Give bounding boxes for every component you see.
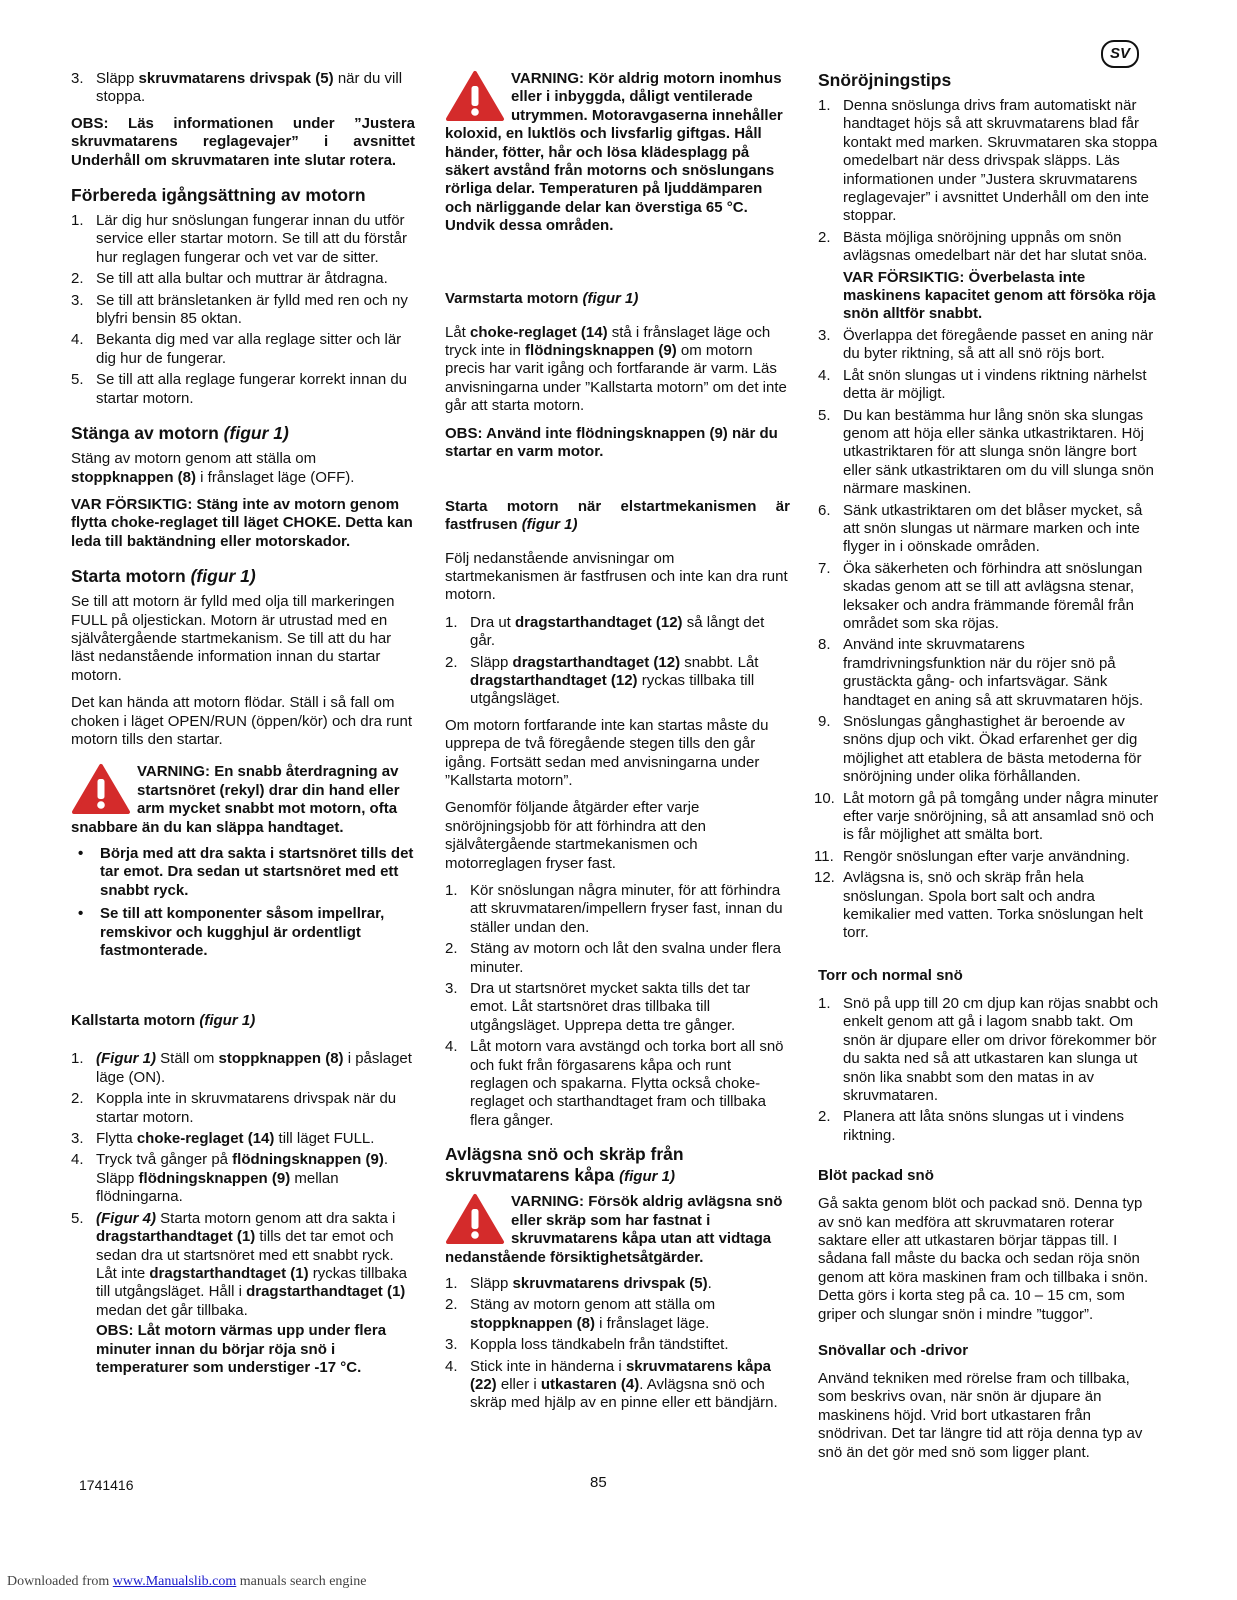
list-item: 4. Stick inte in händerna i skruvmatarens kåpa (22) eller i utkastaren (4). Avlägsna snö och skräp med hjälp av en pinne eller ett bändjärn. <box>445 1357 778 1412</box>
warning-triangle-icon <box>445 70 505 122</box>
obs-note: OBS: Använd inte flödningsknappen (9) när du startar en varm motor. <box>445 424 778 461</box>
paragraph: Stäng av motorn genom att ställa om stoppknappen (8) i frånslaget läge (OFF). <box>71 450 355 486</box>
subsection-heading: Snövallar och -drivor <box>818 1341 969 1359</box>
list-item: 4. Tryck två gånger på flödningsknappen (9). Släpp flödningsknappen (9) mellan flödningarna. <box>71 1151 389 1206</box>
list-item: 6. Sänk utkastriktaren om det blåser mycket, så att snön slungas ut närmare marken och inte flyger in i oönskade områden. <box>818 501 1143 556</box>
obs-note: OBS: Låt motorn värmas upp under flera minuter innan du börjar röja snö i temperaturer som understiger -17 °C. <box>96 1322 387 1376</box>
list-item: 1. Kör snöslungan några minuter, för att förhindra att skruvmataren/impellern fryser fast, innan du ställer undan den. <box>445 882 783 936</box>
warning-block: VARNING: Kör aldrig motorn inomhus eller i inbyggda, dåligt ventilerade utrymmen. Motoravgaserna innehåller koloxid, en luktlös och livsfarlig giftgas. Håll händer, fötter, hår och lösa klädesplagg på säkert avstånd från motorns och snöslungans rörliga delar. Temperaturen på ljuddämparen och närliggande delar kan överstiga 65 °C. Undvik dessa områden. <box>445 70 783 235</box>
manualslib-link[interactable]: www.Manualslib.com <box>112 1574 237 1589</box>
warning-triangle-icon <box>71 763 131 815</box>
section-heading: Förbereda igångsättning av motorn <box>71 185 366 206</box>
subsection-heading: Varmstarta motorn (figur 1) <box>445 289 639 307</box>
list-item: 1. Lär dig hur snöslungan fungerar innan du utför service eller startar motorn. Se till att du förstår hur reglagen fungerar och vet var de sitter. <box>71 212 407 266</box>
list-item: 1. Denna snöslunga drivs fram automatiskt när handtaget höjs så att skruvmatarens blad får kontakt med marken. Skruvmataren ska stoppa omedelbart när dess drivspak släpps. Läs informationen under ”Justera skruvmatarens reglagevajer” i avsnittet Underhåll om den inte stoppar. <box>818 97 1158 225</box>
paragraph: Gå sakta genom blöt och packad snö. Denna typ av snö kan medföra att skruvmataren roterar saktare eller att utkastaren börjar täppas till. I sådana fall måste du backa och sedan röja snön genom att köra maskinen fram och tillbaka i snön. Detta görs i korta steg på ca. 10 – 15 cm, som griper och slungar snön i mindre ”tuggor”. <box>818 1195 1149 1323</box>
document-number: 1741416 <box>79 1477 134 1493</box>
clear-debris-list <box>445 1275 790 1413</box>
list-item: 3. Flytta choke-reglaget (14) till läget FULL. <box>71 1130 375 1148</box>
warning-triangle-icon <box>445 1193 505 1245</box>
warning-bullets <box>71 845 415 960</box>
list-item: 3. Dra ut startsnöret mycket sakta tills det tar emot. Låt startsnöret dras tillbaka till utgångsläget. Upprepa detta tre gånger. <box>445 980 751 1034</box>
after-use-list <box>445 882 790 1130</box>
list-item: 2. Se till att alla bultar och muttrar är åtdragna. <box>71 270 388 288</box>
tips-list <box>818 97 1162 266</box>
list-item: • Se till att komponenter såsom impellrar, remskivor och kugghjul är ordentligt fastmonterade. <box>78 905 385 960</box>
list-item: 8. Använd inte skruvmatarens framdrivningsfunktion när du röjer snö på grustäckta gång- och infartsvägar. Sänk handtaget en aning så att skruvmataren höjs. <box>818 636 1144 709</box>
list-item: 5. (Figur 4) Starta motorn genom att dra sakta i dragstarthandtaget (1) tills det tar emot och sedan dra ut startsnöret med ett snabbt ryck. Låt inte dragstarthandtaget (1) ryckas tillbaka till utgångsläget. Håll i dragstarthandtaget (1) medan det går tillbaka. <box>71 1209 407 1319</box>
list-item: 2. Bästa möjliga snöröjning uppnås om snön avlägsnas omedelbart när det har slutat snöa. <box>818 228 1148 265</box>
paragraph: Använd tekniken med rörelse fram och tillbaka, som beskrivs ovan, när snön är djupare än maskinens höjd. Vrid bort utkastaren från snödrivan. Det tar längre tid att röja denna typ av snö än det gör med snö som ligger plant. <box>818 1369 1143 1461</box>
list-item: 11. Rengör snöslungan efter varje användning. <box>814 847 1130 865</box>
list-item: • Börja med att dra sakta i startsnöret tills det tar emot. Dra sedan ut startsnöret med ett snabbt ryck. <box>78 845 414 899</box>
paragraph: Genomför följande åtgärder efter varje snöröjningsjobb för att förhindra att den självåtergående startmekanismen och motorreglagen fryser fast. <box>445 799 706 872</box>
list-item: 10. Låt motorn gå på tomgång under några minuter efter varje snöröjning, så att ansamlad snö och is får möjlighet att smälta bort. <box>814 789 1159 844</box>
list-item: 1. (Figur 1) Ställ om stoppknappen (8) i påslaget läge (ON). <box>71 1050 412 1086</box>
column-2 <box>445 70 790 1421</box>
obs-note: OBS: Läs informationen under ”Justera skruvmatarens reglagevajer” i avsnittet Underhåll om skruvmataren inte slutar rotera. <box>71 114 415 169</box>
list-item: 3. Se till att bränsletanken är fylld med ren och ny blyfri bensin 85 oktan. <box>71 291 408 328</box>
list-item: 9. Snöslungas gånghastighet är beroende av snöns djup och vikt. Ökad erfarenhet ger dig möjlighet att etablera de bästa metoderna för snöröjning under olika förhållanden. <box>818 713 1142 786</box>
list-item: 7. Öka säkerheten och förhindra att snöslungan skadas genom att se till att avlägsna stenar, leksaker och andra främmande föremål från området som ska röjas. <box>818 559 1143 632</box>
subsection-heading: Torr och normal snö <box>818 966 963 984</box>
list-item: 3. Koppla loss tändkabeln från tändstiftet. <box>445 1336 729 1354</box>
subsection-heading: Starta motorn när elstartmekanismen är fastfrusen (figur 1) <box>445 497 790 533</box>
prepare-list <box>71 212 415 408</box>
list-item: 2. Stäng av motorn genom att ställa om stoppknappen (8) i frånslaget läge. <box>445 1296 716 1332</box>
subsection-heading: Blöt packad snö <box>818 1167 934 1185</box>
paragraph: Om motorn fortfarande inte kan startas måste du upprepa de två föregående stegen tills den går igång. Fortsätt sedan med anvisningarna under ”Kallstarta motorn”. <box>445 716 769 789</box>
section-heading: Stänga av motorn (figur 1) <box>71 423 289 444</box>
download-footer: Downloaded from www.Manualslib.com manuals search engine <box>7 1574 367 1589</box>
paragraph: Se till att motorn är fylld med olja till markeringen FULL på oljestickan. Motorn är utrustad med en självåtergående startmekanism. Se till att du har läst nedanstående information innan du startar motorn. <box>71 593 395 684</box>
page-number: 85 <box>590 1474 607 1491</box>
caution-note: VAR FÖRSIKTIG: Stäng inte av motorn genom flytta choke-reglaget till läget CHOKE. Detta kan leda till baktändning eller motorskador. <box>71 495 413 550</box>
dry-snow-list <box>818 995 1162 1145</box>
tips-list-continued <box>814 326 1162 943</box>
cold-start-list <box>71 1050 415 1320</box>
list-item: 2. Stäng av motorn och låt den svalna under flera minuter. <box>445 940 782 976</box>
list-item: 2. Släpp dragstarthandtaget (12) snabbt. Låt dragstarthandtaget (12) ryckas tillbaka till utgångsläget. <box>445 653 759 708</box>
list-item: 5. Se till att alla reglage fungerar korrekt innan du startar motorn. <box>71 371 408 407</box>
frozen-start-list <box>445 614 790 709</box>
list-item: 1. Släpp skruvmatarens drivspak (5). <box>445 1274 712 1292</box>
list-item: 4. Låt snön slungas ut i vindens riktning närhelst detta är möjligt. <box>818 366 1147 403</box>
paragraph: Låt choke-reglaget (14) stå i frånslaget läge och tryck inte in flödningsknappen (9) om motorn precis har varit igång och fortfarande är varm. Läs anvisningarna under ”Kallstarta motorn” om det inte går att starta motorn. <box>445 323 787 415</box>
paragraph: Det kan hända att motorn flödar. Ställ i så fall om choken i läget OPEN/RUN (öppen/kör) och dra runt motorn tills den startar. <box>71 694 412 748</box>
section-heading: Snöröjningstips <box>818 70 952 90</box>
stop-list <box>71 70 415 107</box>
caution-note: VAR FÖRSIKTIG: Överbelasta inte maskinens kapacitet genom att försöka röja snön alltför snabbt. <box>843 268 1156 323</box>
list-item: 4. Bekanta dig med var alla reglage sitter och lär dig hur de fungerar. <box>71 331 402 367</box>
list-item: 1. Snö på upp till 20 cm djup kan röjas snabbt och enkelt genom att gå i lagom snabb takt. Om snön är djupare eller om drivor förekommer bör du sakta ned så att utkastaren kan slunga ut snön lika snabbt som den matas in av skruvmataren. <box>818 994 1159 1104</box>
subsection-heading: Kallstarta motorn (figur 1) <box>71 1012 256 1030</box>
list-item: 1. Dra ut dragstarthandtaget (12) så långt det går. <box>445 613 765 650</box>
section-heading: Avlägsna snö och skräp från skruvmatarens kåpa (figur 1) <box>445 1144 684 1186</box>
list-item: 3. Överlappa det föregående passet en aning när du byter riktning, så att all snö röjs bort. <box>818 326 1154 363</box>
column-1 <box>71 70 415 1386</box>
list-item: 5. Du kan bestämma hur lång snön ska slungas genom att höja eller sänka utkastriktaren. Höj utkastriktaren för att slunga snön längre bort eller sänk utkastriktaren om du vill slunga snön närmare maskinen. <box>818 406 1154 498</box>
list-item: 2. Koppla inte in skruvmatarens drivspak när du startar motorn. <box>71 1090 397 1126</box>
column-3 <box>814 70 1162 1471</box>
list-item: 12. Avlägsna is, snö och skräp från hela snöslungan. Spola bort salt och andra kemikalier med vatten. Torka snöslungan helt torr. <box>814 869 1143 942</box>
list-item: 2. Planera att låta snöns slungas ut i vindens riktning. <box>818 1108 1125 1144</box>
warning-block: VARNING: Försök aldrig avlägsna snö eller skräp som har fastnat i skruvmatarens kåpa utan att vidtaga nedanstående försiktighetsåtgärder. <box>445 1193 783 1266</box>
language-badge: SV <box>1101 40 1139 68</box>
list-item: 4. Låt motorn vara avstängd och torka bort all snö och fukt från förgasarens kåpa och runt reglagen och spakarna. Flytta också choke-reglaget och starthandtaget fram och tillbaka flera gånger. <box>445 1038 784 1129</box>
warning-block: VARNING: En snabb återdragning av startsnöret (rekyl) drar din hand eller arm mycket snabbt mot motorn, ofta snabbare än du kan släppa handtaget. <box>71 763 400 836</box>
section-heading: Starta motorn (figur 1) <box>71 566 256 587</box>
list-item: 3. Släpp skruvmatarens drivspak (5) när du vill stoppa. <box>71 70 403 106</box>
paragraph: Följ nedanstående anvisningar om startmekanismen är fastfrusen och inte kan dra runt motorn. <box>445 549 788 604</box>
